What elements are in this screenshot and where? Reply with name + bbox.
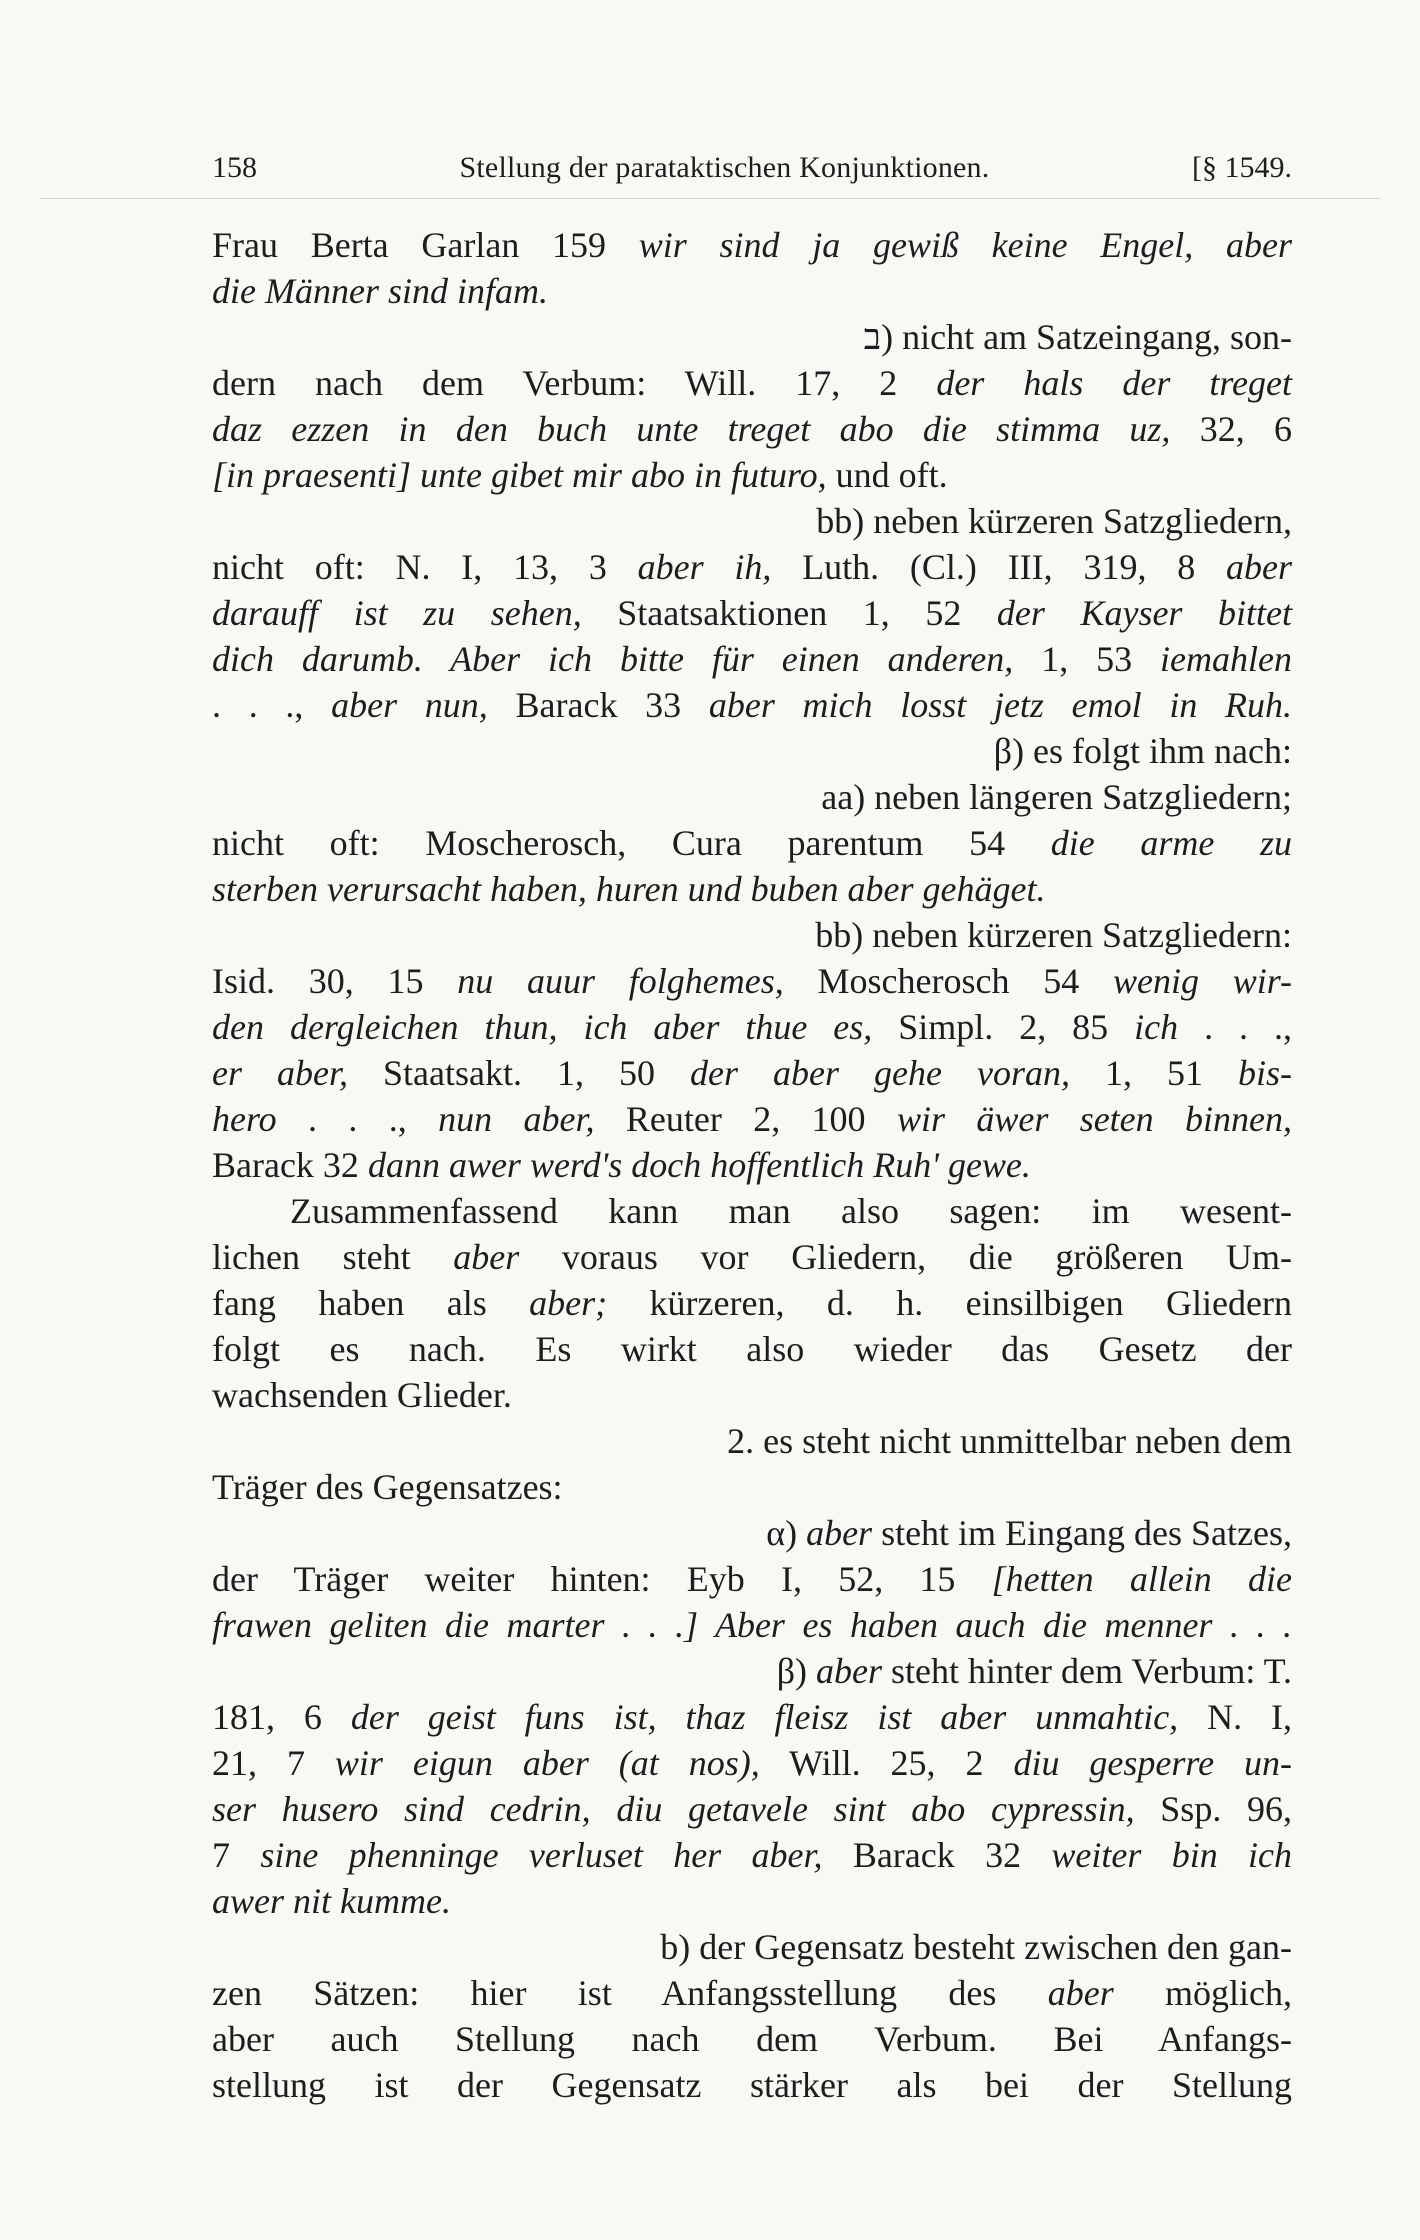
- text-segment: Will. 25, 2: [759, 1743, 1014, 1783]
- text-line: [212, 1970, 1292, 2016]
- italic-quote: sine phenninge verluset her aber,: [260, 1835, 823, 1875]
- italic-quote: aber;: [529, 1283, 608, 1323]
- text-segment: 2. es steht nicht unmittelbar neben dem: [727, 1421, 1292, 1461]
- text-segment: Staatsakt. 1, 50: [348, 1053, 691, 1093]
- text-segment: Barack 32: [822, 1835, 1052, 1875]
- text-line: [212, 1234, 1292, 1280]
- text-segment: Träger des Gegensatzes:: [212, 1467, 563, 1507]
- text-line: [212, 406, 1292, 452]
- italic-quote: sterben verursacht haben, huren und buben aber gehäget.: [212, 869, 1046, 909]
- text-segment: 7: [212, 1835, 261, 1875]
- italic-quote: weiter bin ich: [1051, 1835, 1293, 1875]
- text-segment: . . .,: [212, 685, 332, 725]
- text-segment: Simpl. 2, 85: [872, 1007, 1135, 1047]
- text-line: [212, 1142, 1292, 1188]
- text-segment: 21, 7: [212, 1743, 335, 1783]
- italic-quote: aber: [453, 1237, 520, 1277]
- text-line: [212, 544, 1292, 590]
- italic-quote: wir eigun aber (at nos),: [334, 1743, 760, 1783]
- text-segment: zen Sätzen: hier ist Anfangsstellung des: [212, 1973, 1048, 2013]
- italic-quote: dich darumb. Aber ich bitte für einen anderen,: [212, 639, 1014, 679]
- italic-quote: darauff ist zu sehen,: [212, 593, 582, 633]
- text-line: [212, 1832, 1292, 1878]
- text-segment: steht hinter dem Verbum: T.: [882, 1651, 1292, 1691]
- text-segment: 32, 6: [1170, 409, 1293, 449]
- text-segment: dern nach dem Verbum: Will. 17, 2: [212, 363, 937, 403]
- running-title: Stellung der parataktischen Konjunktionen.: [459, 151, 990, 184]
- text-segment: 1, 53: [1013, 639, 1161, 679]
- italic-quote: awer nit kumme.: [212, 1881, 451, 1921]
- italic-quote: wir äwer seten binnen,: [896, 1099, 1293, 1139]
- text-segment: α): [766, 1513, 807, 1553]
- text-line: [212, 636, 1292, 682]
- italic-quote: frawen geliten die marter . . .] Aber es haben auch die menner . . .: [212, 1605, 1292, 1645]
- text-line: [212, 1326, 1292, 1372]
- text-line: [212, 314, 1292, 360]
- text-line: [212, 1878, 1292, 1924]
- text-segment: Moscherosch 54: [783, 961, 1113, 1001]
- text-segment: kürzeren, d. h. einsilbigen Gliedern: [607, 1283, 1292, 1323]
- italic-quote: [hetten allein die: [991, 1559, 1292, 1599]
- text-segment: wachsenden Glieder.: [212, 1375, 512, 1415]
- text-segment: und oft.: [826, 455, 948, 495]
- text-segment: folgt es nach. Es wirkt also wieder das Gesetz der: [212, 1329, 1292, 1369]
- text-line: [212, 1188, 1292, 1234]
- text-line: [212, 222, 1292, 268]
- italic-quote: der Kayser bittet: [996, 593, 1292, 633]
- text-line: [212, 1004, 1292, 1050]
- text-segment: . . .,: [1178, 1007, 1293, 1047]
- italic-quote: nun aber,: [438, 1099, 595, 1139]
- page-number: 158: [212, 151, 257, 184]
- text-segment: aa) neben längeren Satzgliedern;: [821, 777, 1292, 817]
- italic-quote: aber: [806, 1513, 873, 1553]
- text-line: [212, 1464, 1292, 1510]
- italic-quote: dann awer werd's doch hoffentlich Ruh' gewe.: [367, 1145, 1031, 1185]
- italic-quote: hero: [212, 1099, 277, 1139]
- italic-quote: wir sind ja gewiß keine Engel, aber: [638, 225, 1292, 265]
- text-segment: Ssp. 96,: [1134, 1789, 1292, 1829]
- text-line: [212, 682, 1292, 728]
- text-segment: aber auch Stellung nach dem Verbum. Bei Anfangs-: [212, 2019, 1292, 2059]
- italic-quote: aber mich losst jetz emol in Ruh.: [708, 685, 1293, 725]
- text-segment: fang haben als: [212, 1283, 530, 1323]
- text-line: [212, 1510, 1292, 1556]
- text-line: [212, 1372, 1292, 1418]
- text-segment: der Träger weiter hinten: Eyb I, 52, 15: [212, 1559, 992, 1599]
- text-segment: 181, 6: [212, 1697, 351, 1737]
- text-segment: N. I,: [1178, 1697, 1292, 1737]
- header-divider: [40, 198, 1380, 199]
- italic-quote: aber nun,: [331, 685, 488, 725]
- italic-quote: nu auur folghemes,: [457, 961, 784, 1001]
- text-line: [212, 268, 1292, 314]
- text-segment: Reuter 2, 100: [594, 1099, 897, 1139]
- italic-quote: aber: [816, 1651, 883, 1691]
- section-marker: [§ 1549.: [1191, 151, 1292, 184]
- italic-quote: die arme zu: [1050, 823, 1292, 863]
- text-segment: β): [776, 1651, 817, 1691]
- text-line: [212, 774, 1292, 820]
- text-line: [212, 1418, 1292, 1464]
- text-segment: bb) neben kürzeren Satzgliedern:: [815, 915, 1292, 955]
- text-line: [212, 866, 1292, 912]
- text-line: [212, 1740, 1292, 1786]
- italic-quote: diu gesperre un-: [1013, 1743, 1293, 1783]
- italic-quote: [in praesenti] unte gibet mir abo in futuro,: [212, 455, 827, 495]
- text-line: [212, 1280, 1292, 1326]
- text-segment: Staatsaktionen 1, 52: [581, 593, 997, 633]
- text-line: [212, 2016, 1292, 2062]
- italic-quote: aber: [1047, 1973, 1114, 2013]
- text-line: [212, 360, 1292, 406]
- text-line: [212, 1556, 1292, 1602]
- text-line: [212, 1602, 1292, 1648]
- italic-quote: wenig wir-: [1112, 961, 1293, 1001]
- text-line: [212, 1648, 1292, 1694]
- italic-quote: iemahlen: [1160, 639, 1292, 679]
- text-segment: Barack 32: [212, 1145, 368, 1185]
- italic-quote: ser husero sind cedrin, diu getavele sint abo cypressin,: [212, 1789, 1135, 1829]
- italic-quote: aber ih,: [637, 547, 772, 587]
- text-segment: voraus vor Gliedern, die größeren Um-: [519, 1237, 1292, 1277]
- italic-quote: der hals der treget: [936, 363, 1293, 403]
- text-line: [212, 498, 1292, 544]
- text-line: [212, 1096, 1292, 1142]
- text-line: [212, 958, 1292, 1004]
- text-segment: b) der Gegensatz besteht zwischen den gan-: [660, 1927, 1292, 1967]
- text-segment: stellung ist der Gegensatz stärker als bei der Stellung: [212, 2065, 1292, 2105]
- text-segment: bb) neben kürzeren Satzgliedern,: [816, 501, 1292, 541]
- text-segment: nicht oft: N. I, 13, 3: [212, 547, 638, 587]
- text-segment: Zusammenfassend kann man also sagen: im wesent-: [290, 1191, 1292, 1231]
- text-line: [212, 820, 1292, 866]
- italic-quote: der aber gehe voran,: [690, 1053, 1070, 1093]
- text-segment: Barack 33: [487, 685, 709, 725]
- text-segment: lichen steht: [212, 1237, 454, 1277]
- italic-quote: der geist funs ist, thaz fleisz ist aber unmahtic,: [350, 1697, 1179, 1737]
- text-line: [212, 1786, 1292, 1832]
- text-line: [212, 912, 1292, 958]
- text-segment: ב) nicht am Satzeingang, son-: [863, 317, 1292, 357]
- text-segment: 1, 51: [1069, 1053, 1238, 1093]
- italic-quote: daz ezzen in den buch unte treget abo die stimma uz,: [212, 409, 1171, 449]
- text-line: [212, 1050, 1292, 1096]
- text-segment: β) es folgt ihm nach:: [993, 731, 1292, 771]
- text-line: [212, 1694, 1292, 1740]
- italic-quote: er aber,: [212, 1053, 348, 1093]
- page-header: [212, 150, 1292, 186]
- italic-quote: aber: [1226, 547, 1292, 587]
- text-segment: . . .,: [276, 1099, 439, 1139]
- text-line: [212, 590, 1292, 636]
- italic-quote: den dergleichen thun, ich aber thue es,: [212, 1007, 873, 1047]
- text-segment: möglich,: [1113, 1973, 1293, 2013]
- text-segment: Isid. 30, 15: [212, 961, 458, 1001]
- italic-quote: die Männer sind infam.: [212, 271, 548, 311]
- text-line: [212, 1924, 1292, 1970]
- text-line: [212, 452, 1292, 498]
- italic-quote: ich: [1134, 1007, 1179, 1047]
- body-text: [212, 222, 1292, 2108]
- text-segment: steht im Eingang des Satzes,: [872, 1513, 1292, 1553]
- text-segment: Frau Berta Garlan 159: [212, 225, 639, 265]
- italic-quote: bis-: [1238, 1053, 1292, 1093]
- text-line: [212, 2062, 1292, 2108]
- text-segment: nicht oft: Moscherosch, Cura parentum 54: [212, 823, 1051, 863]
- text-line: [212, 728, 1292, 774]
- text-segment: Luth. (Cl.) III, 319, 8: [771, 547, 1226, 587]
